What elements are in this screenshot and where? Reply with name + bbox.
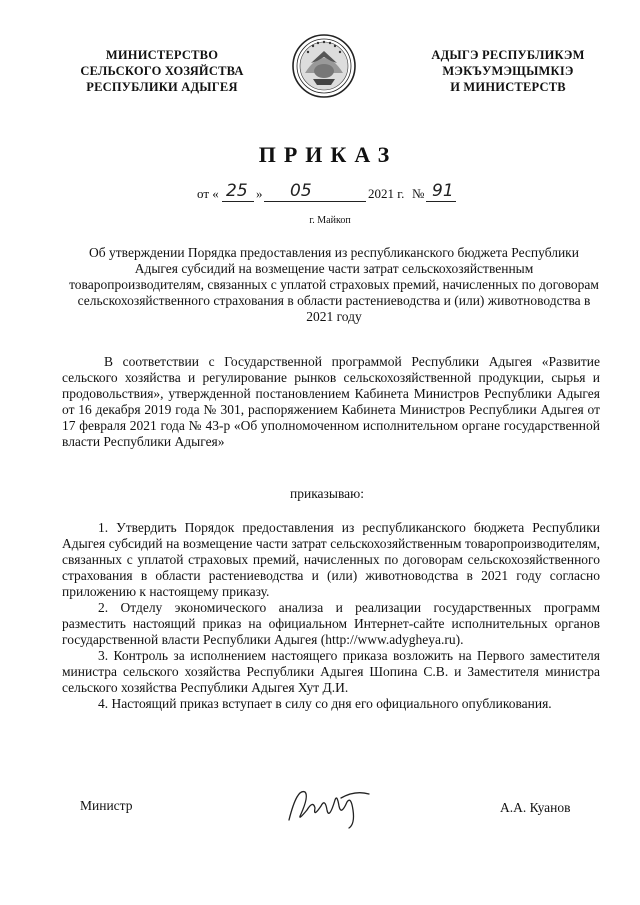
ministry-name-line: МИНИСТЕРСТВО — [105, 48, 219, 62]
ministry-name-line: РЕСПУБЛИКИ АДЫГЕЯ — [86, 80, 238, 94]
order-number: 91 — [432, 181, 454, 201]
order-item: 1. Утвердить Порядок предоставления из республиканского бюджета Республики Адыгея субсидий на возмещение части затрат сельскохозяйственным товаропроизводителям, связанных с уплатой страховых премий, начисленных по договорам сельскохозяйственного страхования в области растениеводства и (или) животноводства в 2021 году согласно приложению к настоящему приказу. — [62, 520, 600, 599]
order-item: 2. Отделу экономического анализа и реализации государственных программ разместить настоящий приказ на официальном Интернет-сайте исполнительных органов государственной власти Республики Адыгея (http://www.adygheya.ru). — [62, 600, 600, 647]
issue-city: г. Майкоп — [309, 215, 351, 226]
order-item: 3. Контроль за исполнением настоящего приказа возложить на Первого заместителя министра сельского хозяйства Республики Адыгея Шопина С.В. и Заместителя министра сельского хозяйства Республики Адыгея Хут Д.И. — [62, 648, 600, 695]
document-title: ПРИКАЗ — [258, 142, 398, 167]
ministry-name-line: АДЫГЭ РЕСПУБЛИКЭМ — [431, 48, 585, 62]
order-word: приказываю: — [290, 486, 364, 501]
ministry-name-line: СЕЛЬСКОГО ХОЗЯЙСТВА — [80, 64, 244, 78]
order-subject: Об утверждении Порядка предоставления из республиканского бюджета Республики Адыгея субсидий на возмещение части затрат сельскохозяйственным товаропроизводителям, связанных с уплатой страховых премий, начисленных по договорам сельскохозяйственного страхования в области растениеводства и (или) животноводства в 2021 году — [69, 245, 599, 324]
adygea-coat-of-arms-icon — [291, 33, 357, 99]
signatory-name: А.А. Куанов — [500, 800, 571, 815]
order-number-label: № — [412, 186, 425, 201]
date-day: 25 — [226, 181, 248, 201]
ministry-name-russian — [62, 47, 262, 95]
order-item: 4. Настоящий приказ вступает в силу со дня его официального опубликования. — [98, 696, 552, 711]
date-month: 05 — [290, 181, 312, 201]
ministry-name-line: МЭКЪУМЭЩЫМКIЭ — [442, 64, 574, 78]
ministry-name-line: И МИНИСТЕРСТВ — [450, 80, 566, 94]
handwritten-signature — [283, 780, 373, 830]
preamble-paragraph: В соответствии с Государственной программой Республики Адыгея «Развитие сельского хозяйства и регулирование рынков сельскохозяйственной продукции, сырья и продовольствия», утвержденной постановлением Кабинета Министров Республики Адыгея от 16 декабря 2019 года № 301, распоряжением Кабинета Министров Республики Адыгея от 17 февраля 2021 года № 43-р «Об уполномоченном исполнительном органе государственной власти Республики Адыгея» — [62, 354, 600, 449]
date-close-quote: » — [256, 186, 263, 201]
date-prefix: от « — [197, 186, 219, 201]
date-year: 2021 г. — [368, 186, 405, 201]
signatory-position: Министр — [80, 798, 133, 813]
order-items — [62, 520, 600, 712]
ministry-name-adyghe — [408, 47, 608, 95]
